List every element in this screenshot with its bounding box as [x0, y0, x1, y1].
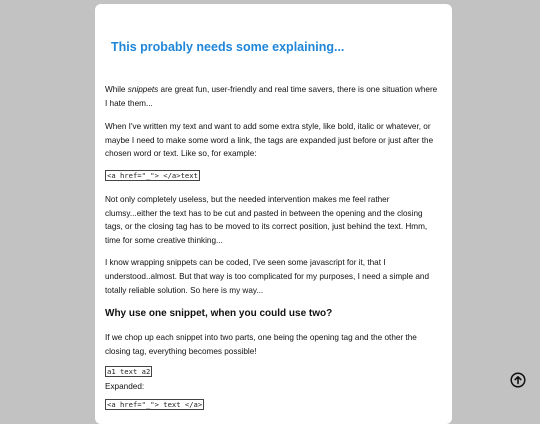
- clumsy-paragraph: Not only completely useless, but the needed intervention makes me feel rather clumsy...either the text has to be cut and pasted in between the opening and the closing tags, or the closing tag has to be moved to its correct position, just behind the text. Hmm, time for some creative thinking...: [105, 194, 428, 245]
- article-content: [95, 40, 452, 412]
- code-example-snippets: a1 text a2: [107, 367, 151, 377]
- problem-paragraph: When I've written my text and want to add some extra style, like bold, italic or whatever, or maybe I need to make some word a link, the tags are expanded just before or just after the chosen word or text. Like so, for example:: [105, 122, 434, 159]
- solution-paragraph: If we chop up each snippet into two parts, one being the opening tag and the other the closing tag, everything becomes possible!: [105, 333, 417, 356]
- wrapping-paragraph: I know wrapping snippets can be coded, I've seen some javascript for it, that I understood..almost. But that way is too complicated for my purposes, I need a simple and totally reliable solution. So here is my way...: [105, 258, 430, 295]
- intro-text-end: are great fun, user-friendly and real time savers, there is one situation where I hate them...: [105, 85, 438, 108]
- scroll-to-top-button[interactable]: [510, 372, 526, 388]
- arrow-up-circle-icon: [510, 372, 526, 388]
- code-example-collapsed: <a href="_"> </a>text: [107, 170, 198, 180]
- snippets-emphasis: snippets: [127, 85, 159, 94]
- intro-paragraph: [105, 83, 441, 110]
- intro-text-start: While: [105, 85, 128, 94]
- expanded-label: Expanded:: [105, 382, 145, 392]
- section-heading: Why use one snippet, when you could use two?: [105, 308, 333, 320]
- article-card: [95, 4, 452, 424]
- article-title: This probably needs some explaining...: [111, 40, 345, 54]
- code-example-expanded: <a href="_"> text </a>: [107, 399, 203, 409]
